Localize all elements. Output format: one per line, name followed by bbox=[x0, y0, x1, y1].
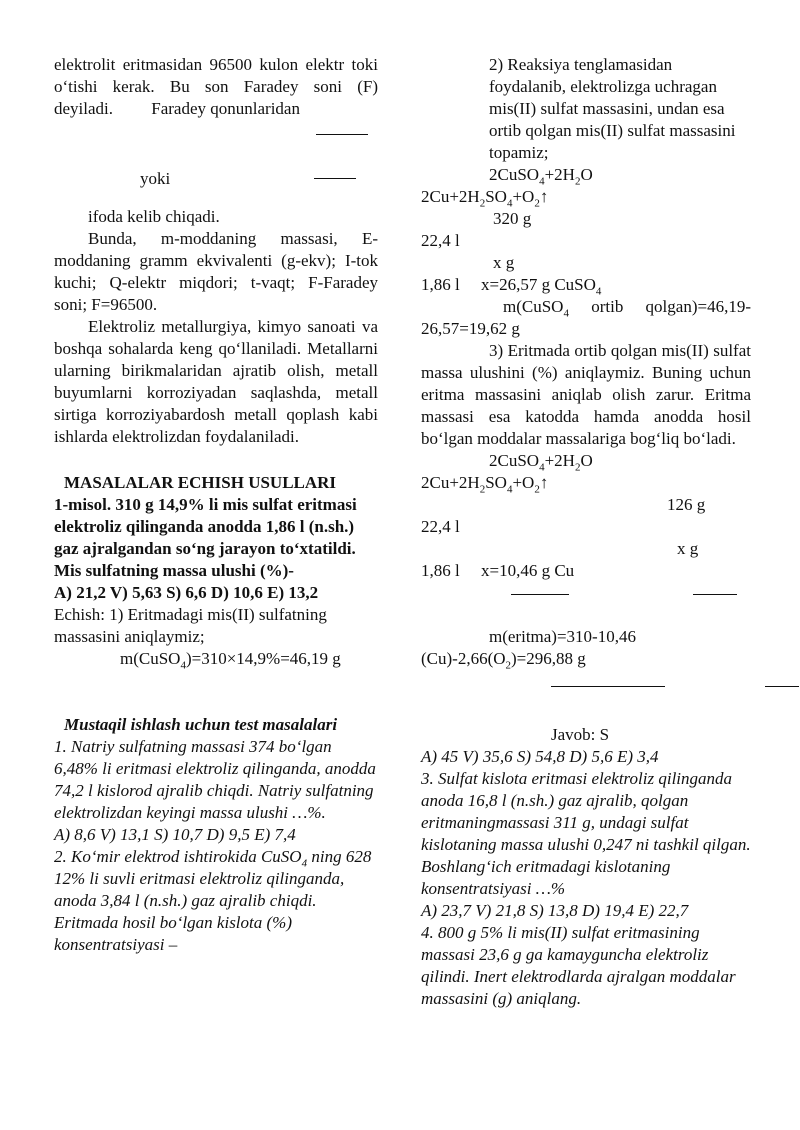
subscript: 4 bbox=[539, 461, 545, 474]
fraction-line bbox=[693, 594, 737, 595]
eq-part: 2CuSO bbox=[489, 165, 540, 184]
eq-part: +O bbox=[512, 473, 535, 492]
eq-part: O bbox=[580, 451, 593, 470]
mass-pre: (Cu)-2,66(O bbox=[421, 649, 506, 668]
subscript: 2 bbox=[534, 483, 540, 496]
intro-paragraph bbox=[54, 54, 378, 120]
subscript: 4 bbox=[539, 175, 545, 188]
fraction-line bbox=[551, 686, 665, 687]
test-4-question: 4. 800 g 5% li mis(II) sulfat eritmasining massasi 23,6 g ga kamayguncha elektroliz qilindi. Inert elektrodlarda ajralgan moddalar massasini (g) aniqlang. bbox=[421, 923, 736, 1008]
value-126g: 126 g bbox=[667, 495, 706, 514]
remaining-post: ortib qolgan)=46,19-26,57=19,62 g bbox=[421, 297, 751, 338]
test-1-options: A) 8,6 V) 13,1 S) 10,7 D) 9,5 E) 7,4 bbox=[54, 825, 296, 844]
equation-2-line2 bbox=[421, 472, 751, 494]
formula-placeholder-4 bbox=[421, 670, 751, 698]
subscript: 4 bbox=[563, 307, 569, 320]
result-x2-line bbox=[421, 560, 751, 582]
test-2-question bbox=[54, 846, 378, 956]
result-x1-line bbox=[421, 274, 751, 296]
result-x1: x=26,57 g CuSO bbox=[480, 275, 596, 294]
subscript: 2 bbox=[574, 175, 581, 188]
subscript: 2 bbox=[534, 197, 540, 210]
test-3-options: A) 23,7 V) 21,8 S) 13,8 D) 19,4 E) 22,7 bbox=[421, 901, 689, 920]
subscript: 2 bbox=[505, 659, 512, 672]
mass-cuso4-line bbox=[54, 648, 378, 670]
solution-step-3: 3) Eritmada ortib qolgan mis(II) sulfat massa ulushini (%) aniqlaymiz. Buning uchun eritma massasini aniqlab olish zarur. Eritma massasi esa katodda hamda anodda hosil bo‘lgan moddalar massalariga bog‘liq bo‘ladi. bbox=[421, 341, 751, 448]
intro-text: elektrolit eritmasidan 96500 kulon elektr toki o‘tishi kerak. Bu son Faradey soni (F) deyiladi. bbox=[54, 55, 378, 118]
value-186l-2: 1,86 l bbox=[421, 561, 460, 580]
step-2-text: 2) Reaksiya tenglamasidan foydalanib, elektrolizga uchragan mis(II) sulfat massasini, undan esa ortib qolgan mis(II) sulfat massasini topamiz; bbox=[489, 55, 736, 162]
solution-mass-line2 bbox=[421, 648, 751, 670]
subscript: 4 bbox=[595, 285, 602, 298]
bunda-paragraph: Bunda, m-moddaning massasi, E-moddaning gramm ekvivalenti (g-ekv); I-tok kuchi; Q-elektr miqdori; t-vaqt; F-Faradey soni; F=96500. bbox=[54, 229, 378, 314]
subscript: 4 bbox=[180, 659, 186, 672]
right-column bbox=[421, 54, 751, 1010]
eq-part: 2Cu+2H bbox=[421, 473, 480, 492]
faraday-laws-text: Faradey qonunlaridan bbox=[151, 99, 300, 118]
eq-part: SO bbox=[485, 187, 507, 206]
subscript: 2 bbox=[479, 483, 486, 496]
eq-part: SO bbox=[485, 473, 507, 492]
eq-part: O bbox=[580, 165, 593, 184]
eq-part: 2CuSO bbox=[489, 451, 540, 470]
left-column bbox=[54, 54, 378, 956]
mass-cuso4-post: )=310×14,9%=46,19 g bbox=[185, 649, 341, 668]
solution-mass-line1: m(eritma)=310-10,46 bbox=[489, 627, 636, 646]
mass-cuso4-pre: m(CuSO bbox=[120, 649, 181, 668]
eq-part: ↑ bbox=[539, 187, 549, 206]
eq-part: 2Cu+2H bbox=[421, 187, 480, 206]
value-320g: 320 g bbox=[493, 209, 532, 228]
value-224l: 22,4 l bbox=[421, 231, 460, 250]
section-heading: MASALALAR ECHISH USULLARI bbox=[64, 473, 337, 492]
equation-2-line1 bbox=[421, 450, 751, 472]
formula-placeholder-2 bbox=[54, 164, 378, 194]
example-1-question: 1-misol. 310 g 14,9% li mis sulfat eritmasi elektroliz qilinganda anodda 1,86 l (n.sh.) gaz ajralgandan so‘ng jarayon to‘xtatildi. Mis sulfatning massa ulushi (%)- bbox=[54, 495, 357, 580]
test-3-question: 3. Sulfat kislota eritmasi elektroliz qilinganda anoda 16,8 l (n.sh.) gaz ajralib, qolgan eritmaningmassasi 311 g, undagi sulfat kislotaning massa ulushi 0,247 ni tashkil qilgan. Boshlang‘ich eritmadagi kislotaning konsentratsiyasi …% bbox=[421, 769, 751, 898]
solution-step-1: Echish: 1) Eritmadagi mis(II) sulfatning massasini aniqlaymiz; bbox=[54, 605, 327, 646]
eq-part: +2H bbox=[544, 165, 575, 184]
equation-1-line1 bbox=[421, 164, 751, 186]
subscript: 4 bbox=[301, 857, 308, 870]
test-1-question: 1. Natriy sulfatning massasi 374 bo‘lgan 6,48% li eritmasi elektroliz qilinganda, anodda 74,2 l kislorod ajralib chiqdi. Natriy sulfatning elektrolizdan keyingi massa ulushi …%. bbox=[54, 737, 376, 822]
subscript: 2 bbox=[479, 197, 486, 210]
value-224l-2: 22,4 l bbox=[421, 517, 460, 536]
example-1-options: A) 21,2 V) 5,63 S) 6,6 D) 10,6 E) 13,2 bbox=[54, 583, 319, 602]
equation-1-line2 bbox=[421, 186, 751, 208]
test-2-options: A) 45 V) 35,6 S) 54,8 D) 5,6 E) 3,4 bbox=[421, 747, 659, 766]
answer-text: Javob: S bbox=[551, 725, 610, 744]
remaining-mass-line bbox=[421, 296, 751, 340]
elektroliz-paragraph: Elektroliz metallurgiya, kimyo sanoati va boshqa sohalarda keng qo‘llaniladi. Metallarni ularning birikmalaridan ajratib olish, metall buyumlarni korroziyadan saqlashda, metall sirtiga korroziyabardosh metall qoplash kabi ishlarda elektrolizdan foydalaniladi. bbox=[54, 317, 378, 446]
test-2-post: ning 628 12% li suvli eritmasi elektroliz qilinganda, anoda 3,84 l (n.sh.) gaz ajralib chiqdi. Eritmada hosil bo‘lgan kislota (%) konsentratsiyasi – bbox=[54, 847, 372, 954]
subscript: 2 bbox=[574, 461, 581, 474]
eq-part: +O bbox=[512, 187, 535, 206]
fraction-line bbox=[314, 178, 356, 179]
result-x2: x=10,46 g Cu bbox=[480, 561, 575, 580]
formula-placeholder-3 bbox=[421, 582, 751, 612]
ifoda-text: ifoda kelib chiqadi. bbox=[88, 207, 220, 226]
self-study-heading: Mustaqil ishlash uchun test masalalari bbox=[64, 715, 338, 734]
solution-step-2 bbox=[421, 54, 751, 164]
formula-placeholder-1 bbox=[54, 120, 378, 142]
remaining-pre: m(CuSO bbox=[503, 297, 564, 316]
value-xg-2: x g bbox=[677, 539, 699, 558]
fraction-line bbox=[765, 686, 799, 687]
eq-part: +2H bbox=[544, 451, 575, 470]
fraction-line bbox=[316, 134, 368, 135]
eq-part: ↑ bbox=[539, 473, 549, 492]
subscript: 4 bbox=[506, 483, 513, 496]
value-xg: x g bbox=[493, 253, 515, 272]
subscript: 4 bbox=[506, 197, 513, 210]
fraction-line bbox=[511, 594, 569, 595]
mass-post: )=296,88 g bbox=[511, 649, 586, 668]
test-2-pre: 2. Ko‘mir elektrod ishtirokida CuSO bbox=[54, 847, 302, 866]
value-186l: 1,86 l bbox=[421, 275, 460, 294]
yoki-text: yoki bbox=[140, 169, 171, 188]
